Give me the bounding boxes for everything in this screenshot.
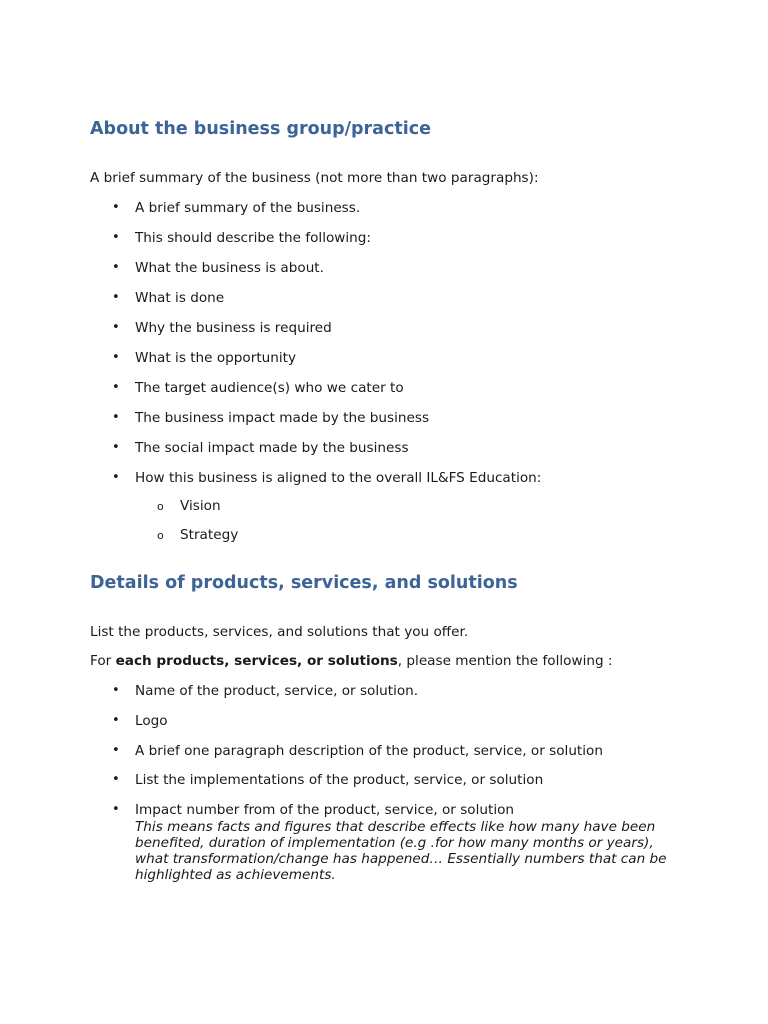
- bullet-icon: •: [112, 350, 120, 365]
- bullet-icon: •: [112, 320, 120, 335]
- bullet-icon: •: [112, 743, 120, 758]
- impact-note-line: highlighted as achievements.: [135, 867, 336, 883]
- impact-note-line: benefited, duration of implementation (e.g .for how many months or years),: [135, 835, 654, 851]
- section-intro-products: List the products, services, and solutions that you offer.: [90, 624, 469, 640]
- bullet-icon: •: [112, 290, 120, 305]
- bullet-icon: •: [112, 713, 120, 728]
- circle-bullet-icon: o: [157, 500, 164, 513]
- section-heading-business-group: About the business group/practice: [90, 119, 431, 139]
- bullet-icon: •: [112, 230, 120, 245]
- bullet-icon: •: [112, 440, 120, 455]
- bullet-icon: •: [112, 802, 120, 817]
- impact-note-line: This means facts and figures that describe effects like how many have been: [135, 819, 656, 835]
- instruction-emphasis: each products, services, or solutions: [115, 653, 398, 669]
- document-page: About the business group/practice A brief summary of the business (not more than two paragraphs): • A brief summary of the business. • This should describe the following: • What the business is about. • What is done • Why the business is required • What is the opportunity • The target audience(s) who we cater to • The business impact made by the business • The social impact made by the business • How this business is aligned to the overall IL&FS Education: o Vision o Strategy Details of products, services, and solutions List the products, services, and solutions that you offer. For each products, services, or solutions, please mention the following : • Name of the product, service, or solution. • Logo • A brief one paragraph description of the product, service, or solution • List the implementations of the product, service, or solution • Impact number from of the product, service, or solution This means facts and figures that describe effects like how many have been benefited, duration of implementation (e.g .for how many months or years), what transformation/change has happened… Essentially numbers that can be highlighted as achievements.: [90, 119, 667, 883]
- circle-bullet-icon: o: [157, 529, 164, 542]
- impact-note-line: what transformation/change has happened… Essentially numbers that can be: [135, 851, 667, 867]
- bullet-icon: •: [112, 683, 120, 698]
- section-heading-products-services: Details of products, services, and solutions: [90, 573, 518, 593]
- bullet-icon: •: [112, 772, 120, 787]
- bullet-icon: •: [112, 410, 120, 425]
- section-instruction: For each products, services, or solutions, please mention the following :: [90, 653, 613, 669]
- bullet-icon: •: [112, 470, 120, 485]
- bullet-icon: •: [112, 200, 120, 215]
- section-intro-business-summary: A brief summary of the business (not more than two paragraphs):: [90, 170, 539, 186]
- bullet-icon: •: [112, 380, 120, 395]
- bullet-icon: •: [112, 260, 120, 275]
